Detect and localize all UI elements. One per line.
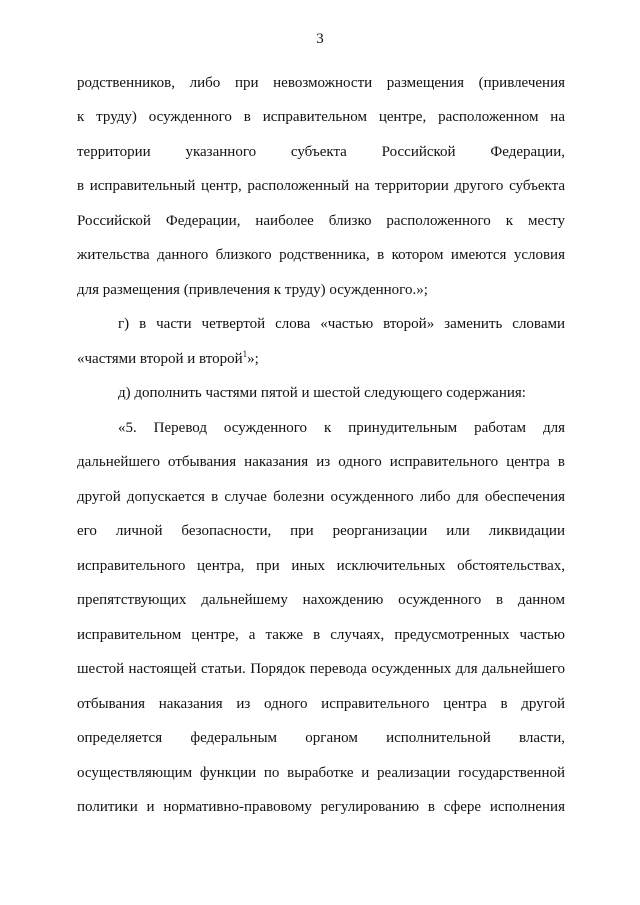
text-fragment: «частями второй и второй bbox=[77, 351, 243, 367]
text-line: политики и нормативно-правовому регулированию в сфере исполнения bbox=[77, 799, 565, 815]
text-line: д) дополнить частями пятой и шестой следующего содержания: bbox=[118, 385, 526, 401]
text-line: исправительном центре, а также в случаях, предусмотренных частью bbox=[77, 627, 565, 643]
text-line: территории указанного субъекта Российской Федерации, bbox=[77, 144, 565, 160]
text-line: другой допускается в случае болезни осужденного либо для обеспечения bbox=[77, 489, 565, 505]
text-line: препятствующих дальнейшему нахождению осужденного в данном bbox=[77, 592, 565, 608]
text-line: дальнейшего отбывания наказания из одного исправительного центра в bbox=[77, 454, 565, 470]
text-line: «5. Перевод осужденного к принудительным работам для bbox=[118, 420, 565, 436]
text-line: его личной безопасности, при реорганизации или ликвидации bbox=[77, 523, 565, 539]
text-line: для размещения (привлечения к труду) осужденного.»; bbox=[77, 282, 428, 298]
text-line: отбывания наказания из одного исправительного центра в другой bbox=[77, 696, 565, 712]
text-line: к труду) осужденного в исправительном центре, расположенном на bbox=[77, 109, 565, 125]
text-line: г) в части четвертой слова «частью второй» заменить словами bbox=[118, 316, 565, 332]
text-line: в исправительный центр, расположенный на территории другого субъекта bbox=[77, 178, 565, 194]
text-line bbox=[77, 348, 565, 370]
text-fragment: »; bbox=[247, 351, 259, 367]
text-line: Российской Федерации, наиболее близко расположенного к месту bbox=[77, 213, 565, 229]
footnote-superscript: 1 bbox=[242, 349, 248, 359]
text-line: жительства данного близкого родственника, в котором имеются условия bbox=[77, 247, 565, 263]
text-line: шестой настоящей статьи. Порядок перевода осужденных для дальнейшего bbox=[77, 661, 565, 677]
page-number: 3 bbox=[316, 31, 324, 47]
text-line: родственников, либо при невозможности размещения (привлечения bbox=[77, 75, 565, 91]
text-line: исправительного центра, при иных исключительных обстоятельствах, bbox=[77, 558, 565, 574]
text-line: определяется федеральным органом исполнительной власти, bbox=[77, 730, 565, 746]
text-line: осуществляющим функции по выработке и реализации государственной bbox=[77, 765, 565, 781]
